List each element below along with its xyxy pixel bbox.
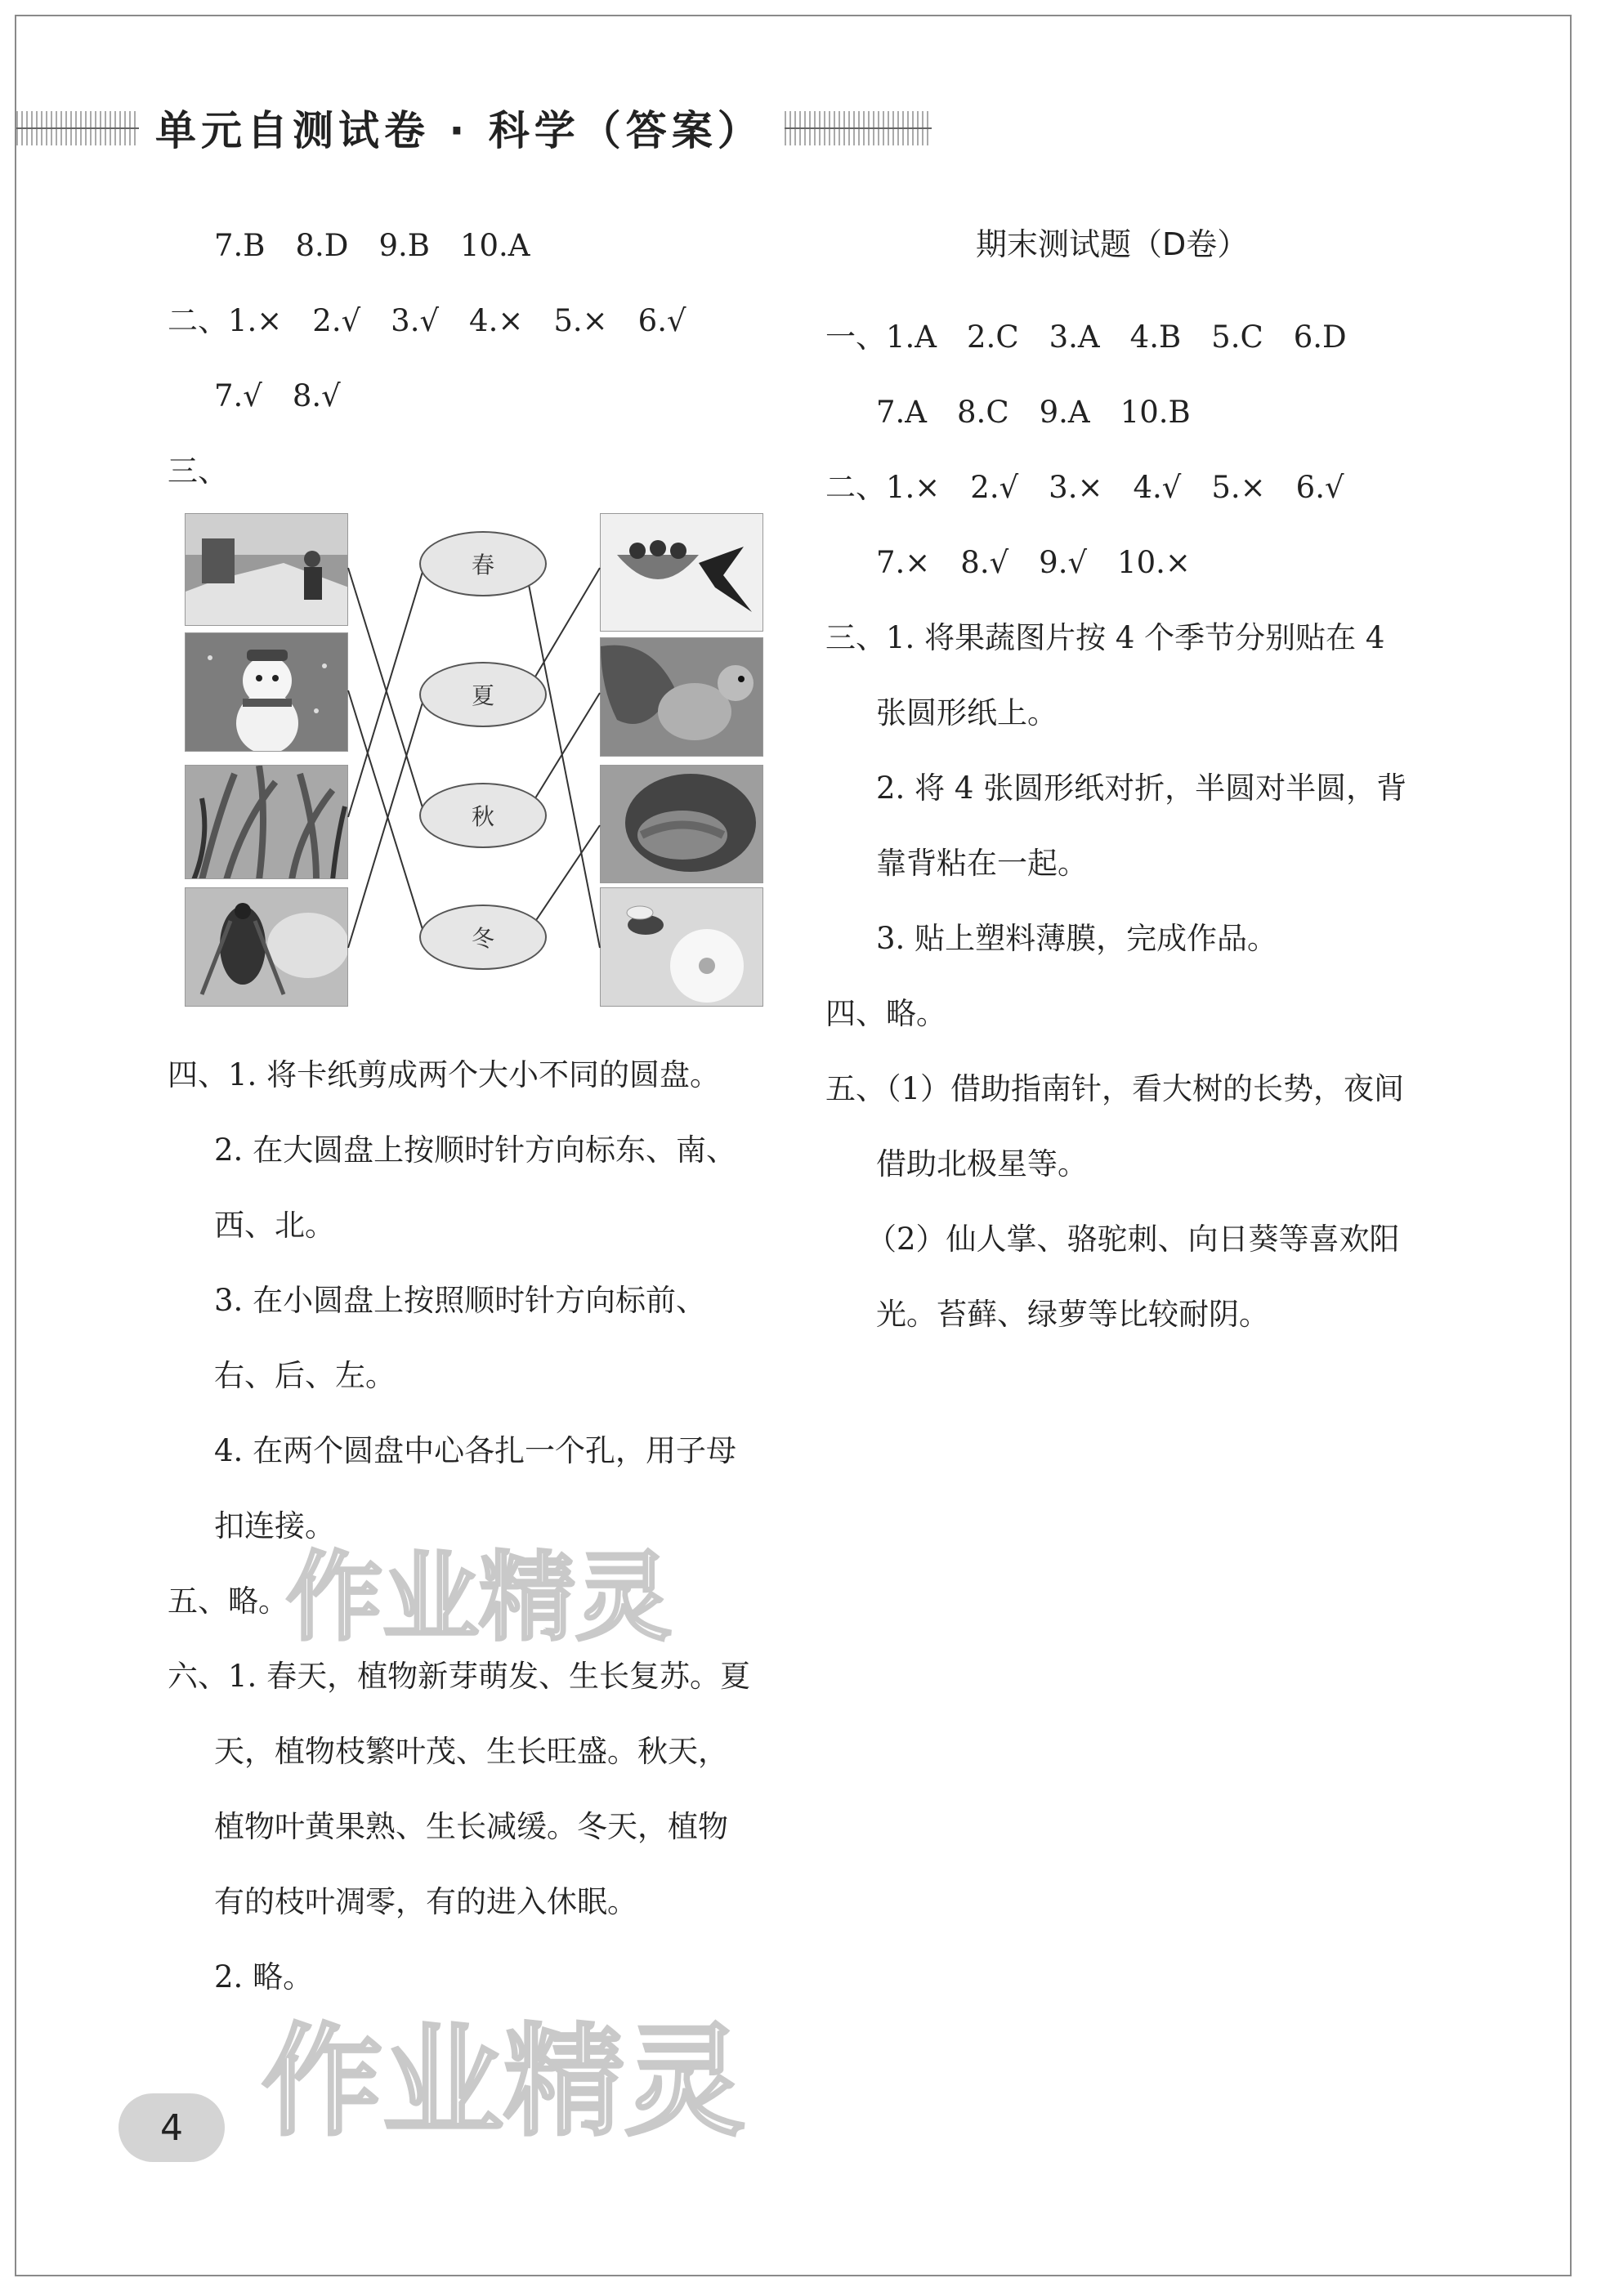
answer-line: （2）仙人掌、骆驼刺、向日葵等喜欢阳 [866,1222,1400,1257]
answer-line: 扣连接。 [214,1508,335,1543]
answer-line: 西、北。 [214,1208,335,1243]
answer-line: 7.√ 8.√ [214,378,341,413]
season-winter-oval: 冬 [419,905,547,970]
answer-line: 光。苔藓、绿萝等比较耐阴。 [876,1297,1269,1332]
section-title: 期末测试题（D卷） [976,226,1249,262]
answer-line: 7.A 8.C 9.A 10.B [876,395,1191,430]
answer-line: 有的枝叶凋零，有的进入休眠。 [214,1884,637,1919]
page-number: 4 [119,2093,225,2162]
season-spring-oval: 春 [419,531,547,596]
answer-line: 六、1. 春天，植物新芽萌发、生长复苏。夏 [168,1659,751,1694]
answer-line: 天，植物枝繁叶茂、生长旺盛。秋天， [214,1734,728,1769]
header-hatch-right [785,111,932,145]
watermark: 作业精灵 [262,2012,745,2152]
answer-line: 四、1. 将卡纸剪成两个大小不同的圆盘。 [168,1057,721,1092]
answer-line: 4. 在两个圆盘中心各扎一个孔，用子母 [214,1433,737,1468]
answer-line: 3. 贴上塑料薄膜，完成作品。 [876,921,1278,956]
season-summer-oval: 夏 [419,662,547,727]
answer-line: 2. 略。 [214,1959,314,1994]
answer-line: 五、略。 [168,1584,288,1619]
answer-line: 7.B 8.D 9.B 10.A [214,228,530,263]
answer-line: 三、 [168,453,228,489]
answer-line: 五、（1）借助指南针，看大树的长势，夜间 [825,1071,1405,1106]
season-autumn-oval: 秋 [419,783,547,848]
answer-line: 靠背粘在一起。 [876,846,1088,881]
answer-line: 四、略。 [825,996,946,1031]
answer-line: 2. 将 4 张圆形纸对折，半圆对半圆，背 [876,771,1407,806]
answer-line: 借助北极星等。 [876,1146,1088,1182]
header-title: 单元自测试卷 · 科学（答案） [155,107,763,154]
answer-line: 植物叶黄果熟、生长减缓。冬天，植物 [214,1809,728,1844]
answer-line: 3. 在小圆盘上按照顺时针方向标前、 [214,1283,707,1318]
answer-line: 一、1.A 2.C 3.A 4.B 5.C 6.D [825,319,1347,355]
answer-line: 二、1.× 2.√ 3.√ 4.× 5.× 6.√ [168,303,686,338]
season-matching-diagram [180,507,768,1009]
answer-line: 2. 在大圆盘上按顺时针方向标东、南、 [214,1132,737,1168]
page-header [0,98,932,159]
header-hatch-left [16,111,139,145]
answer-line: 三、1. 将果蔬图片按 4 个季节分别贴在 4 [825,620,1385,655]
answer-line: 7.× 8.√ 9.√ 10.× [876,545,1191,580]
answer-line: 二、1.× 2.√ 3.× 4.√ 5.× 6.√ [825,470,1344,505]
answer-line: 张圆形纸上。 [876,695,1058,730]
answer-line: 右、后、左。 [214,1358,396,1393]
watermark: 作业精灵 [286,1541,673,1654]
